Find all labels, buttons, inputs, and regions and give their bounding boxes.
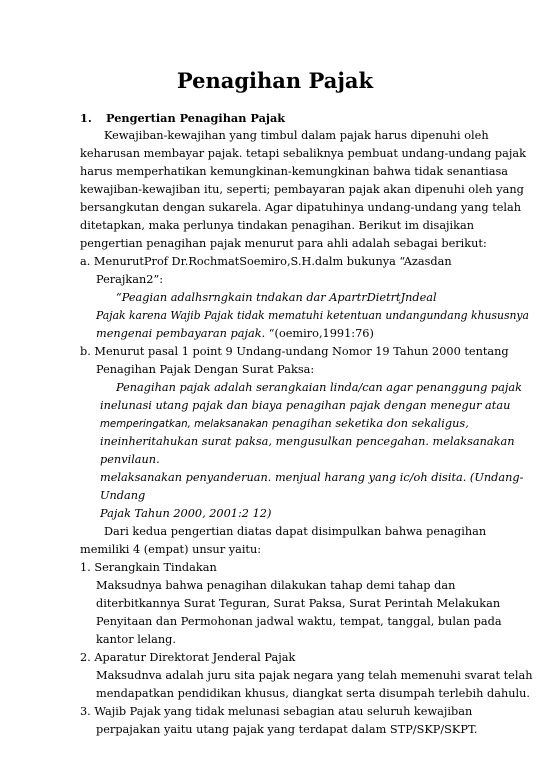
definition-a-quote-end-text: mengenai pembayaran pajak.: [96, 327, 266, 340]
definition-b-quote-rest: penagihan seketika don sekaligus,: [268, 417, 469, 430]
element-body-line: Penyitaan dan Permohonan jadwal waktu, tempat, tanggal, bulan pada: [96, 615, 502, 628]
section-heading-text: Pengertian Penagihan Pajak: [106, 111, 286, 125]
conclusion-line: Dari kedua pengertian diatas dapat disimpulkan bahwa penagihan: [104, 525, 487, 538]
intro-line: Kewajiban-kewajihan yang timbul dalam pajak harus dipenuhi oleh: [104, 129, 489, 142]
element-heading: 2. Aparatur Direktorat Jenderal Pajak: [80, 651, 296, 664]
definition-b-quote: penvilaun.: [100, 453, 160, 466]
intro-line: kewajiban-kewajiban itu, seperti; pembayaran pajak akan dipenuhi oleh yang: [80, 183, 524, 196]
element-body-line: mendapatkan pendidikan khusus, diangkat serta disumpah terlebih dahulu.: [96, 687, 531, 700]
element-body-line: Maksudnya bahwa penagihan dilakukan tahap demi tahap dan: [96, 579, 456, 592]
intro-line: keharusan membayar pajak. tetapi sebaliknya pembuat undang-undang pajak: [80, 147, 526, 160]
page-title: Penagihan Pajak: [176, 68, 374, 93]
element-heading: 3. Wajib Pajak yang tidak melunasi sebagian atau seluruh kewajiban: [80, 705, 473, 718]
definition-a-quote: “Peagian adalhsrngkain tndakan dar ApartrDietrtJndeal: [116, 291, 437, 304]
definition-a-line: a. MenurutProf Dr.RochmatSoemiro,S.H.dalm bukunya “Azasdan: [80, 255, 452, 268]
element-body-line: perpajakan yaitu utang pajak yang terdapat dalam STP/SKP/SKPT.: [96, 723, 478, 736]
conclusion-line: memiliki 4 (empat) unsur yaitu:: [80, 543, 262, 556]
definition-b-quote: Penagihan pajak adalah serangkaian linda/can agar penanggung pajak: [116, 381, 522, 394]
definition-b-line: Penagihan Pajak Dengan Surat Paksa:: [96, 363, 315, 376]
section-heading: [80, 109, 285, 127]
definition-b-quote: melaksanakan penyanderuan. menjual harang yang ic/oh disita. (Undang-: [100, 471, 524, 484]
definition-b-quote-mixed: [100, 415, 469, 434]
definition-b-quote: ineinheritahukan surat paksa, mengusulkan pencegahan. melaksanakan: [100, 435, 515, 448]
definition-b-quote: inelunasi utang pajak dan biaya penagihan pajak dengan menegur atau: [100, 399, 511, 412]
intro-line: bersangkutan dengan sukarela. Agar dipatuhinya undang-undang yang telah: [80, 201, 522, 214]
intro-line: harus memperhatikan kemungkinan-kemungkinan bahwa tidak senantiasa: [80, 165, 509, 178]
element-body-line: diterbitkannya Surat Teguran, Surat Paksa, Surat Perintah Melakukan: [96, 597, 501, 610]
definition-b-quote: Undang: [100, 489, 146, 502]
definition-a-line: Perajkan2”:: [96, 273, 164, 286]
section-number: 1.: [80, 111, 92, 125]
element-heading: 1. Serangkain Tindakan: [80, 561, 217, 574]
definition-a-quote: Pajak karena Wajib Pajak tidak mematuhi ketentuan undangundang khususnya: [96, 309, 529, 322]
element-body-line: kantor lelang.: [96, 633, 176, 646]
element-body-line: Maksudnva adalah juru sita pajak negara yang telah memenuhi svarat telah: [96, 669, 533, 682]
intro-line: pengertian penagihan pajak menurut para ahli adalah sebagai berikut:: [80, 237, 487, 250]
definition-b-quote: Pajak Tahun 2000, 2001:2 12): [100, 507, 272, 520]
definition-b-quote-small: memperingatkan, melaksanakan: [100, 419, 269, 430]
definition-a-quote-end: [96, 325, 374, 343]
definition-a-citation: “(oemiro,1991:76): [265, 327, 374, 340]
definition-b-line: b. Menurut pasal 1 point 9 Undang-undang Nomor 19 Tahun 2000 tentang: [80, 345, 509, 358]
intro-line: ditetapkan, maka perlunya tindakan penagihan. Berikut im disajikan: [80, 219, 475, 232]
